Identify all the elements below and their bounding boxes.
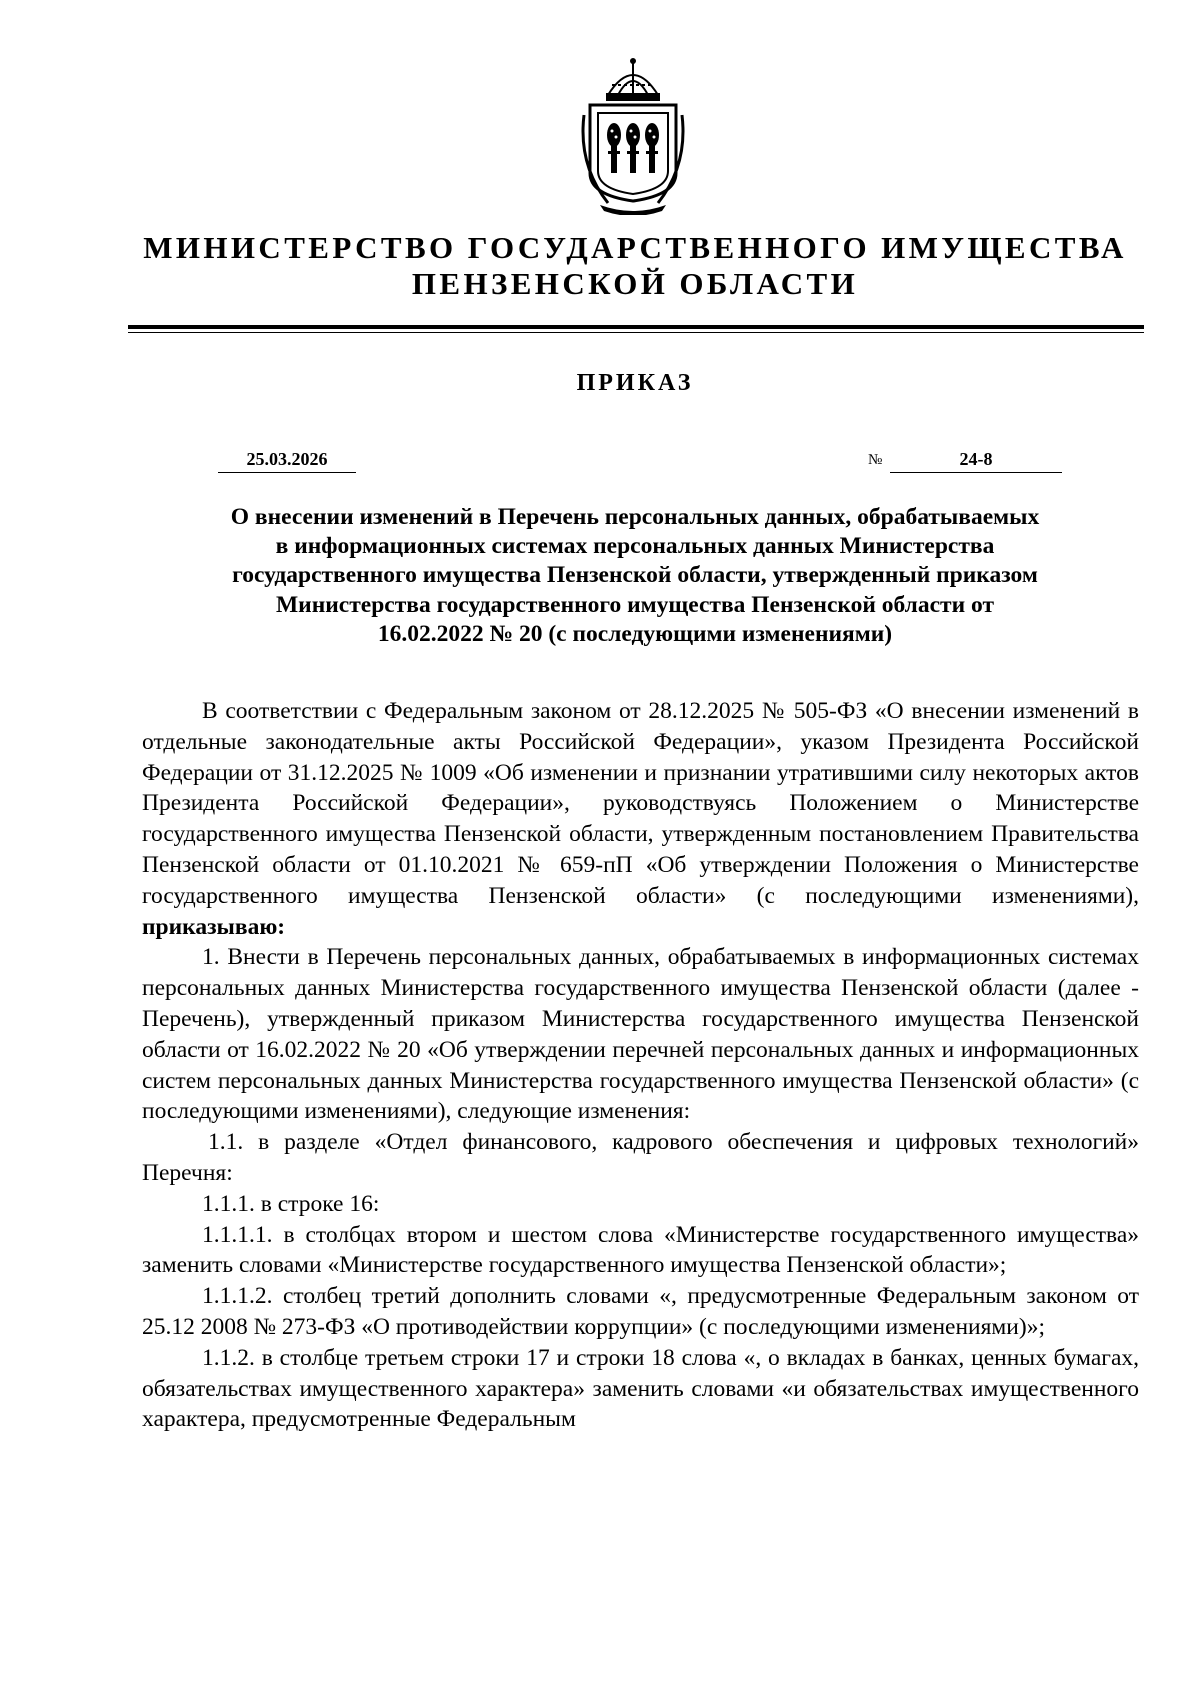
- clause-1-1-2: 1.1.2. в столбце третьем строки 17 и строки 18 слова «, о вкладах в банках, ценных бумагах, обязательствах имущественного характера» заменить словами «и обязательствах имущественного характера, предусмотренные Федеральным: [142, 1344, 1139, 1433]
- coat-of-arms-emblem: [578, 55, 688, 215]
- clause-1-1-1-2: 1.1.1.2. столбец третий дополнить словами «, предусмотренные Федеральным законом от 25.12 2008 № 273-ФЗ «О противодействии коррупции» (с последующими изменениями)»;: [142, 1283, 1139, 1340]
- title-line: Министерства государственного имущества Пензенской области от: [276, 591, 994, 618]
- order-body: [142, 696, 1139, 1435]
- title-line: в информационных системах персональных данных Министерства: [275, 533, 995, 560]
- title-line: государственного имущества Пензенской области, утвержденный приказом: [232, 562, 1038, 589]
- number-sign: №: [868, 452, 883, 468]
- document-type: ПРИКАЗ: [576, 370, 694, 396]
- order-title: [140, 503, 1130, 649]
- intro-text: В соответствии с Федеральным законом от 28.12.2025 № 505-ФЗ «О внесении изменений в отдельные законодательные акты Российской Федерации», указом Президента Российской Федерации от 31.12.2025 № 1009 «Об изменении и признании утратившими силу некоторых актов Президента Российской Федерации», руководствуясь Положением о Министерстве государственного имущества Пензенской области, утвержденным постановлением Правительства Пензенской области от 01.10.2021 № 659-пП «Об утверждении Положения о Министерстве государственного имущества Пензенской области» (с последующими изменениями),: [142, 698, 1139, 909]
- title-line: О внесении изменений в Перечень персональных данных, обрабатываемых: [230, 504, 1040, 530]
- title-line: 16.02.2022 № 20 (с последующими изменениями): [377, 620, 893, 647]
- clause-1-1-1-1: 1.1.1.1. в столбцах втором и шестом слова «Министерстве государственного имущества» заменить словами «Министерстве государственного имущества Пензенской области»;: [142, 1221, 1139, 1279]
- intro-directive: приказываю:: [142, 913, 286, 940]
- clause-1-1: 1.1. в разделе «Отдел финансового, кадрового обеспечения и цифровых технологий» Перечня:: [142, 1129, 1139, 1186]
- header-divider-thin: [128, 332, 1144, 333]
- clause-1: 1. Внести в Перечень персональных данных, обрабатываемых в информационных системах персональных данных Министерства государственного имущества Пензенской области (далее - Перечень), утвержденный приказом Министерства государственного имущества Пензенской области от 16.02.2022 № 20 «Об утверждении перечней персональных данных и информационных систем персональных данных Министерства государственного имущества Пензенской области» (с последующими изменениями), следующие изменения:: [142, 944, 1139, 1125]
- clause-1-1-1: 1.1.1. в строке 16:: [202, 1190, 380, 1217]
- ministry-name-line2: ПЕНЗЕНСКОЙ ОБЛАСТИ: [411, 266, 859, 301]
- intro-paragraph: [142, 696, 1139, 942]
- order-number: 24-8: [890, 448, 1062, 473]
- order-date: 25.03.2026: [218, 448, 356, 473]
- ministry-name-line1: МИНИСТЕРСТВО ГОСУДАРСТВЕННОГО ИМУЩЕСТВА: [143, 230, 1127, 265]
- header-divider-thick: [128, 325, 1144, 329]
- ministry-name: [120, 230, 1150, 302]
